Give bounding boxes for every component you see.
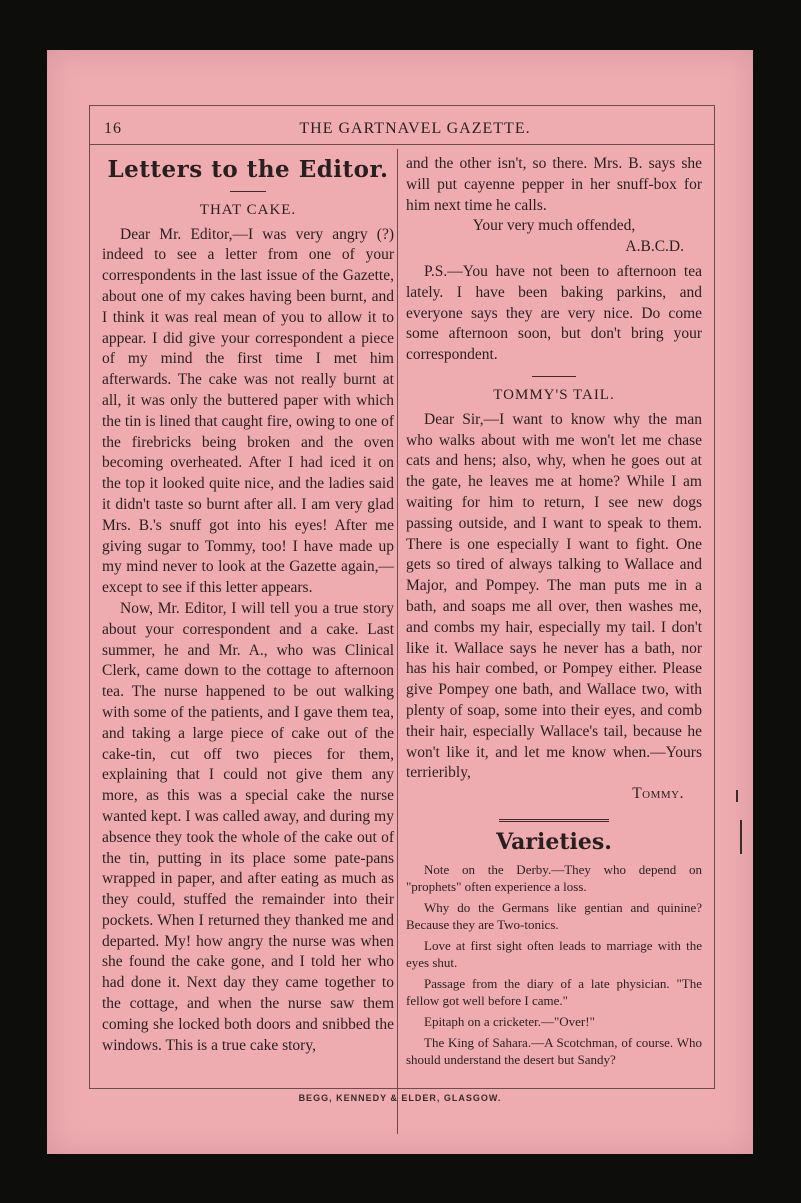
letters-heading: Letters to the Editor. (107, 156, 389, 183)
section-rule (532, 376, 576, 377)
variety-item: The King of Sahara.—A Scotchman, of course. Who should understand the desert but Sandy? (406, 1034, 702, 1067)
letter-closing: Your very much offended, (472, 217, 636, 235)
varieties-rule (499, 819, 609, 824)
letter-paragraph: Now, Mr. Editor, I will tell you a true story about your correspondent and a cake. Last summer, he and Mr. A., who was Clinical Clerk, came down to the cottage to afternoon tea. The nurse happened to be out walking with some of the patients, and I gave them tea, and taking a large piece of cake out of the cake-tin, cut off two pieces for them, explaining that I could not give them any more, as this was a special cake the nurse wanted kept. I was called away, and during my absence they took the whole of the cake out of the tin, putting in its place some pate-pans wrapped in paper, and after eating as much as they could, stuffed the remainder into their pockets. When I returned they thanked me and departed. My! how angry the nurse was when she found the cake gone, and I told her who had done it. Next day they came together to the cottage, and when the nurse saw them coming she locked both doors and snibbed the windows. This is a true cake story, (102, 599, 394, 1054)
page-number: 16 (104, 120, 122, 137)
varieties-list (406, 861, 702, 1068)
letter-signature: A.B.C.D. (625, 238, 684, 256)
tommy-letter: Dear Sir,—I want to know why the man who walks about with me won't let me chase cats and hens; also, why, when he goes out at the gate, he leaves me at home? While I am waiting for him to return, I see new dogs passing outside, and I want to speak to them. There is one especially I want to fight. One gets so tired of always talking to Wallace and Major, and Pompey. The man puts me in a bath, and soaps me all over, then washes me, and combs my hair, especially my tail. I don't like it. Wallace says he never has a bath, nor has his hair combed, or Pompey either. Please give Pompey one bath, and Wallace two, with plenty of soap, some into their eyes, and comb their hair, especially Wallace's tail, because he won't like it, and let me know when.—Yours terrieribly, (406, 410, 702, 782)
section-title-tommy: TOMMY'S TAIL. (493, 386, 615, 403)
ink-mark (736, 790, 738, 802)
postscript: P.S.—You have not been to afternoon tea lately. I have been baking parkins, and everyone says they are very nice. Do come some afternoon soon, but don't bring your correspondent. (406, 262, 702, 364)
letter-paragraph: Dear Mr. Editor,—I was very angry (?) indeed to see a letter from one of your correspondents in the last issue of the Gazette, about one of my cakes having been burnt, and I think it was real mean of you to allow it to appear. I did give your correspondent a piece of my mind the first time I met him afterwards. The cake was not really burnt at all, it was only the buttered paper with which the tin is lined that caught fire, owing to one of the firebricks being broken and the oven becoming overheated. After I had iced it on the top it looked quite nice, and the ladies said it didn't taste so burnt after all. I am very glad Mrs. B.'s snuff got into his eyes! After me giving sugar to Tommy, too! I have made up my mind never to look at the Gazette again,—except to see if this letter appears. (102, 225, 394, 597)
running-header (104, 120, 726, 140)
ink-mark (740, 820, 742, 854)
variety-item: Note on the Derby.—They who depend on "prophets" often experience a loss. (406, 861, 702, 894)
letter-continuation: and the other isn't, so there. Mrs. B. says she will put cayenne pepper in her snuff-box for him next time he calls. (406, 155, 702, 214)
printer-imprint: BEGG, KENNEDY & ELDER, GLASGOW. (298, 1093, 502, 1103)
variety-item: Epitaph on a cricketer.—"Over!" (424, 1013, 595, 1029)
variety-item: Love at first sight often leads to marriage with the eyes shut. (406, 937, 702, 970)
left-column (102, 154, 394, 1056)
header-rule (89, 144, 715, 145)
publication-title: THE GARTNAVEL GAZETTE. (299, 120, 531, 137)
variety-item: Passage from the diary of a late physician. "The fellow got well before I came." (406, 975, 702, 1008)
section-title-cake: THAT CAKE. (199, 201, 297, 218)
heading-rule (230, 191, 266, 192)
column-divider (397, 149, 398, 1134)
gazette-page (47, 50, 753, 1154)
varieties-heading: Varieties. (496, 828, 612, 855)
right-column (406, 154, 702, 1072)
variety-item: Why do the Germans like gentian and quinine? Because they are Two-tonics. (406, 899, 702, 932)
tommy-signature: Tommy. (632, 785, 684, 803)
